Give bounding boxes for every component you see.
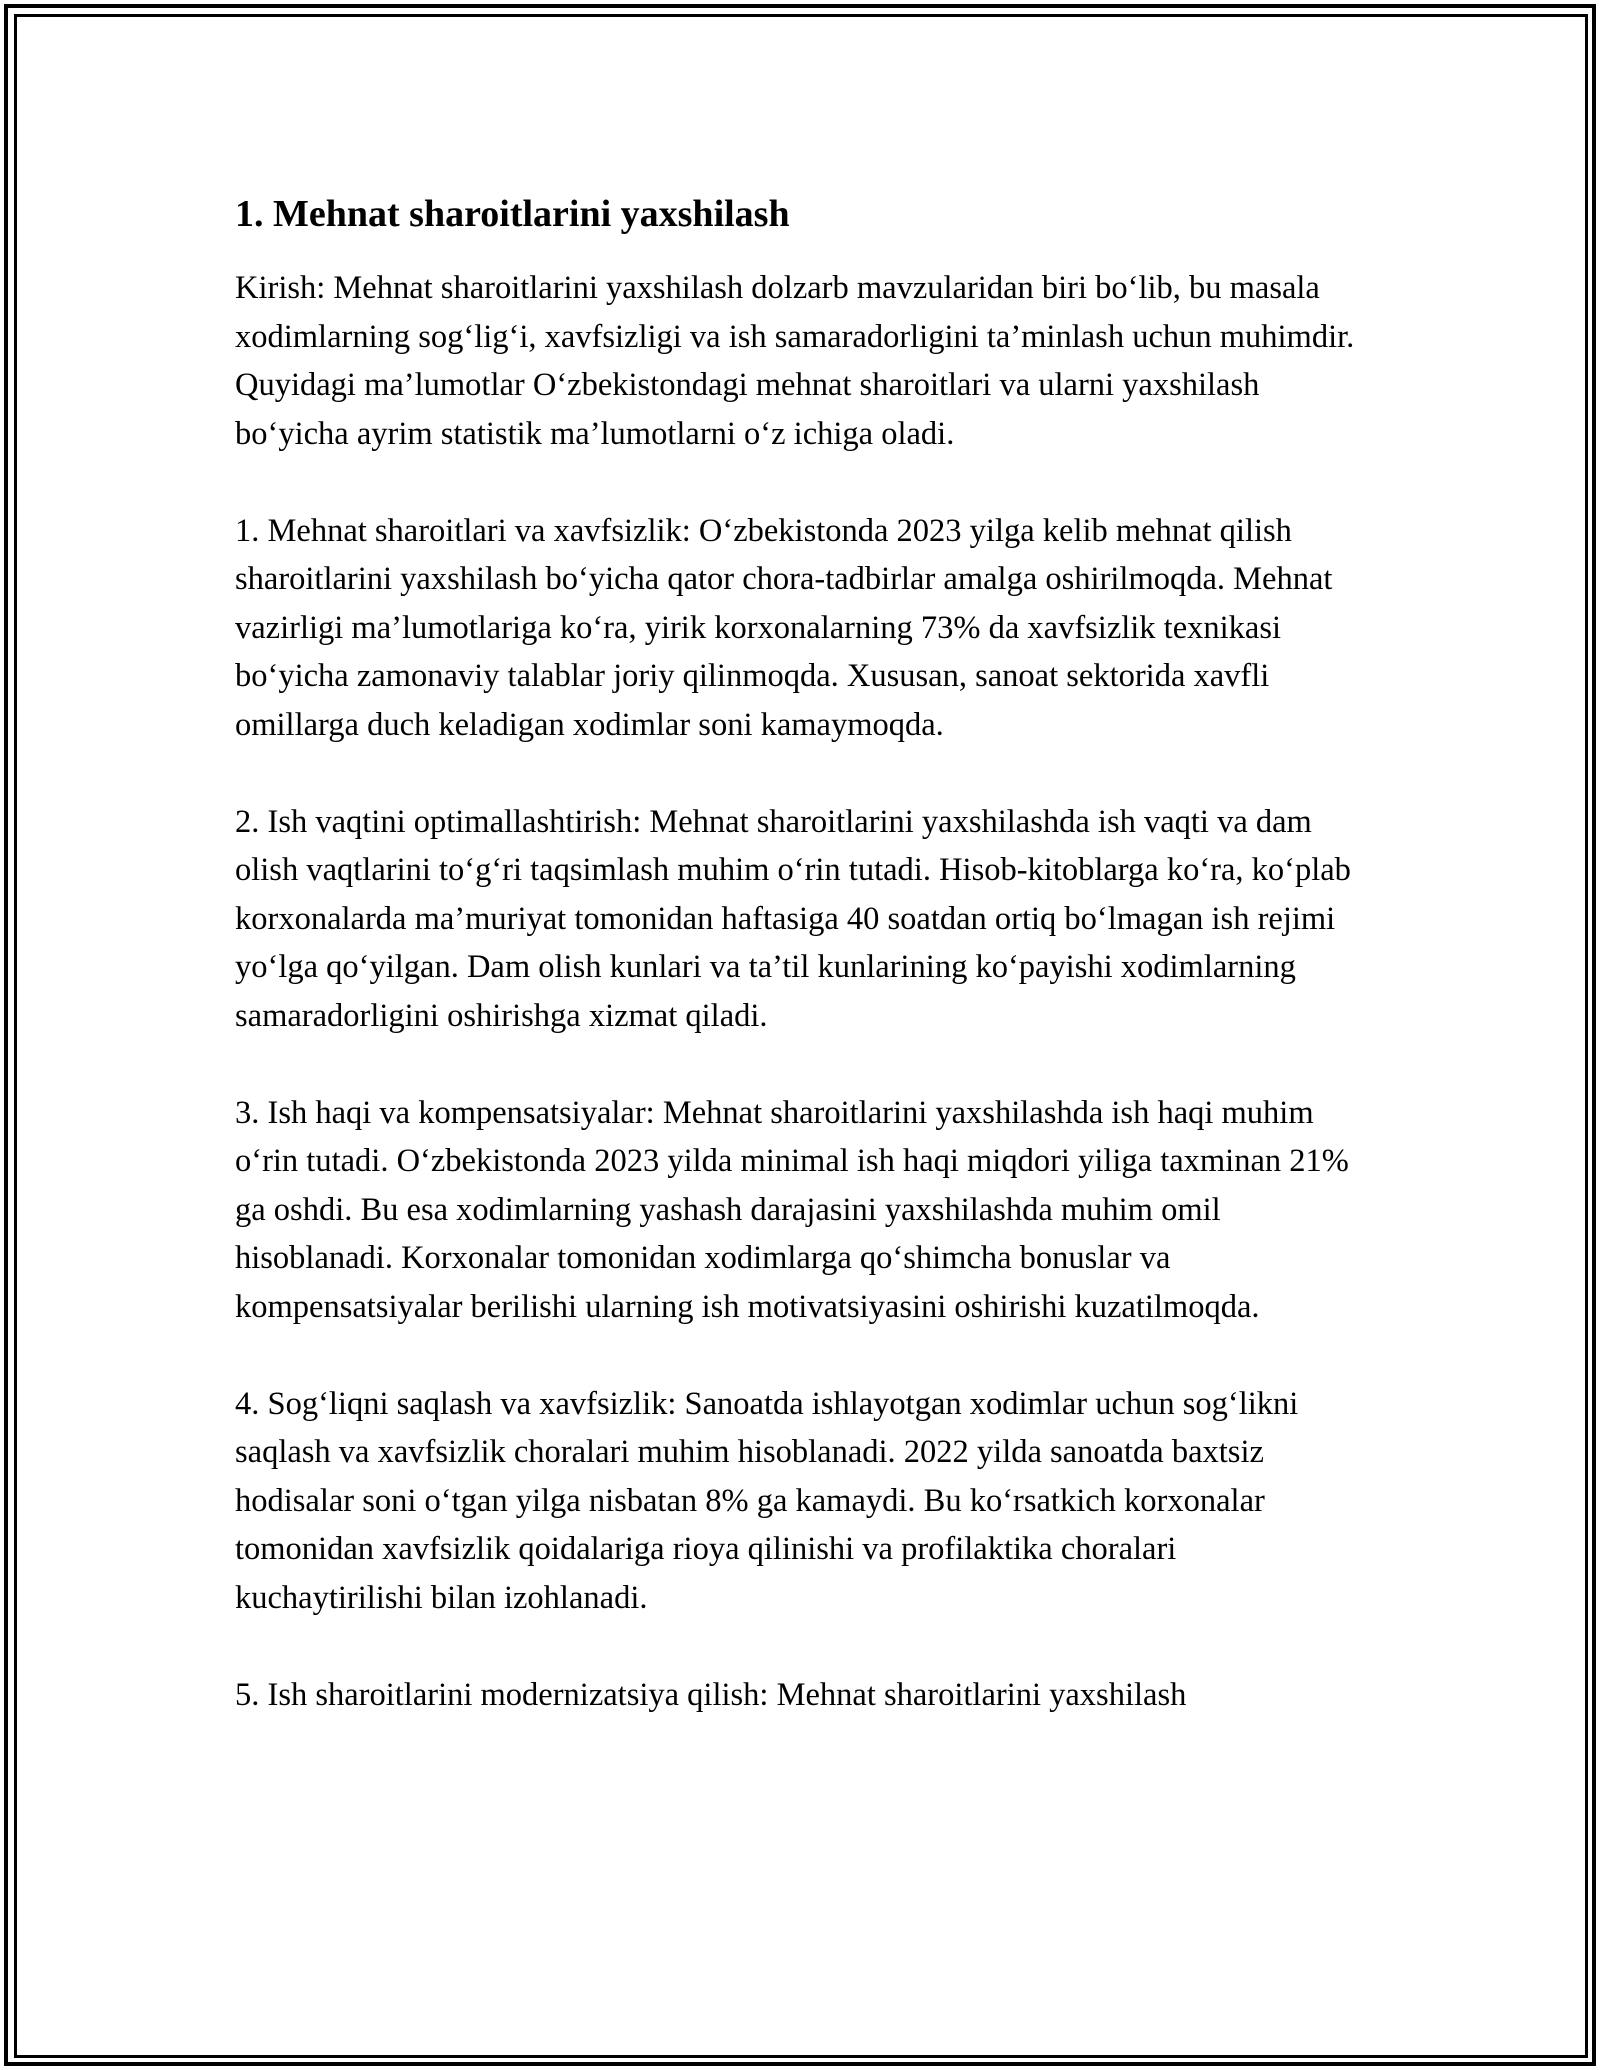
document-title: 1. Mehnat sharoitlarini yaxshilash (235, 193, 790, 235)
paragraph-wages-compensation: 3. Ish haqi va kompensatsiyalar: Mehnat sharoitlarini yaxshilashda ish haqi muhim o‘rin tutadi. O‘zbekistonda 2023 yilda minimal ish haqi miqdori yiliga taxminan 21% ga oshdi. Bu esa xodimlarning yashash darajasini yaxshilashda muhim omil hisoblanadi. Korxonalar tomonidan xodimlarga qo‘shimcha bonuslar va kompensatsiyalar berilishi ularning ish motivatsiyasini oshirishi kuzatilmoqda. (235, 1094, 1349, 1325)
paragraph-modernization: 5. Ish sharoitlarini modernizatsiya qilish: Mehnat sharoitlarini yaxshilash (235, 1676, 1187, 1713)
paragraph-working-conditions-safety: 1. Mehnat sharoitlari va xavfsizlik: O‘zbekistonda 2023 yilga kelib mehnat qilish sharoitlarini yaxshilash bo‘yicha qator chora-tadbirlar amalga oshirilmoqda. Mehnat vazirligi ma’lumotlariga ko‘ra, yirik korxonalarning 73% da xavfsizlik texnikasi bo‘yicha zamonaviy talablar joriy qilinmoqda. Xususan, sanoat sektorida xavfli omillarga duch keladigan xodimlar soni kamaymoqda. (235, 512, 1333, 743)
paragraph-working-time-optimization: 2. Ish vaqtini optimallashtirish: Mehnat sharoitlarini yaxshilashda ish vaqti va dam olish vaqtlarini to‘g‘ri taqsimlash muhim o‘rin tutadi. Hisob-kitoblarga ko‘ra, ko‘plab korxonalarda ma’muriyat tomonidan haftasiga 40 soatdan ortiq bo‘lmagan ish rejimi yo‘lga qo‘yilgan. Dam olish kunlari va ta’til kunlarining ko‘payishi xodimlarning samaradorligini oshirishga xizmat qiladi. (235, 803, 1351, 1034)
paragraph-introduction: Kirish: Mehnat sharoitlarini yaxshilash dolzarb mavzularidan biri bo‘lib, bu masala xodimlarning sog‘lig‘i, xavfsizligi va ish samaradorligini ta’minlash uchun muhimdir. Quyidagi ma’lumotlar O‘zbekistondagi mehnat sharoitlari va ularni yaxshilash bo‘yicha ayrim statistik ma’lumotlarni o‘z ichiga oladi. (235, 270, 1355, 452)
paragraph-health-safety: 4. Sog‘liqni saqlash va xavfsizlik: Sanoatda ishlayotgan xodimlar uchun sog‘likni saqlash va xavfsizlik choralari muhim hisoblanadi. 2022 yilda sanoatda baxtsiz hodisalar soni o‘tgan yilga nisbatan 8% ga kamaydi. Bu ko‘rsatkich korxonalar tomonidan xavfsizlik qoidalariga rioya qilinishi va profilaktika choralari kuchaytirilishi bilan izohlanadi. (235, 1385, 1299, 1616)
document-body (235, 184, 1365, 1768)
